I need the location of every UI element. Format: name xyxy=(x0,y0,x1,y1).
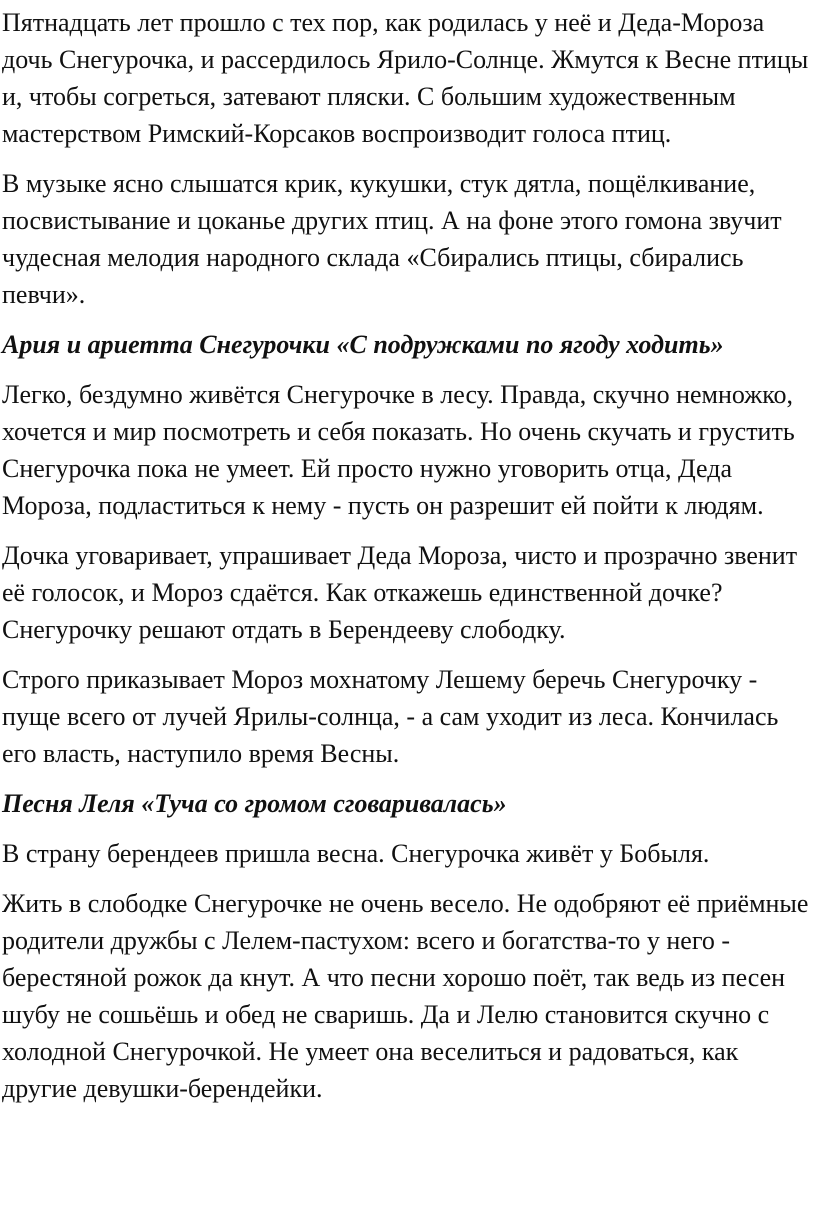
paragraph-music: В музыке ясно слышатся крик, кукушки, стук дятла, пощёлкивание, посвистывание и цоканье других птиц. А на фоне этого гомона звучит чудесная мелодия народного склада «Сбирались птицы, сбирались певчи». xyxy=(2,169,782,309)
paragraph-leshy-order: Строго приказывает Мороз мохнатому Лешему беречь Снегурочку - пуще всего от лучей Ярилы-солнца, - а сам уходит из леса. Кончилась его власть, наступило время Весны. xyxy=(2,665,779,768)
paragraph-forest-life: Легко, бездумно живётся Снегурочке в лесу. Правда, скучно немножко, хочется и мир посмотреть и себя показать. Но очень скучать и грустить Снегурочка пока не умеет. Ей просто нужно уговорить отца, Деда Мороза, подластиться к нему - пусть он разрешит ей пойти к людям. xyxy=(2,380,795,520)
heading-snegurochka-aria: Ария и ариетта Снегурочки «С подружками по ягоду ходить» xyxy=(2,330,724,359)
paragraph-life-in-sloboda: Жить в слободке Снегурочке не очень весело. Не одобряют её приёмные родители дружбы с Лелем-пастухом: всего и богатства-то у него - берестяной рожок да кнут. А что песни хорошо поёт, так ведь из песен шубу не сошьёшь и обед не сваришь. Да и Лелю становится скучно с холодной Снегурочкой. Не умеет она веселиться и радоваться, как другие девушки-берендейки. xyxy=(2,889,809,1103)
heading-lel-song: Песня Леля «Туча со громом сговаривалась» xyxy=(2,789,507,818)
paragraph-spring-came: В страну берендеев пришла весна. Снегурочка живёт у Бобыля. xyxy=(2,839,710,868)
paragraph-birds: Пятнадцать лет прошло с тех пор, как родилась у неё и Деда-Мороза дочь Снегурочка, и рассердилось Ярило-Солнце. Жмутся к Весне птицы и, чтобы согреться, затевают пляски. С большим художественным мастерством Римский-Корсаков воспроизводит голоса птиц. xyxy=(2,8,809,148)
paragraph-daughter-persuades: Дочка уговаривает, упрашивает Деда Мороза, чисто и прозрачно звенит её голосок, и Мороз сдаётся. Как откажешь единственной дочке? Снегурочку решают отдать в Берендееву слободку. xyxy=(2,541,798,644)
